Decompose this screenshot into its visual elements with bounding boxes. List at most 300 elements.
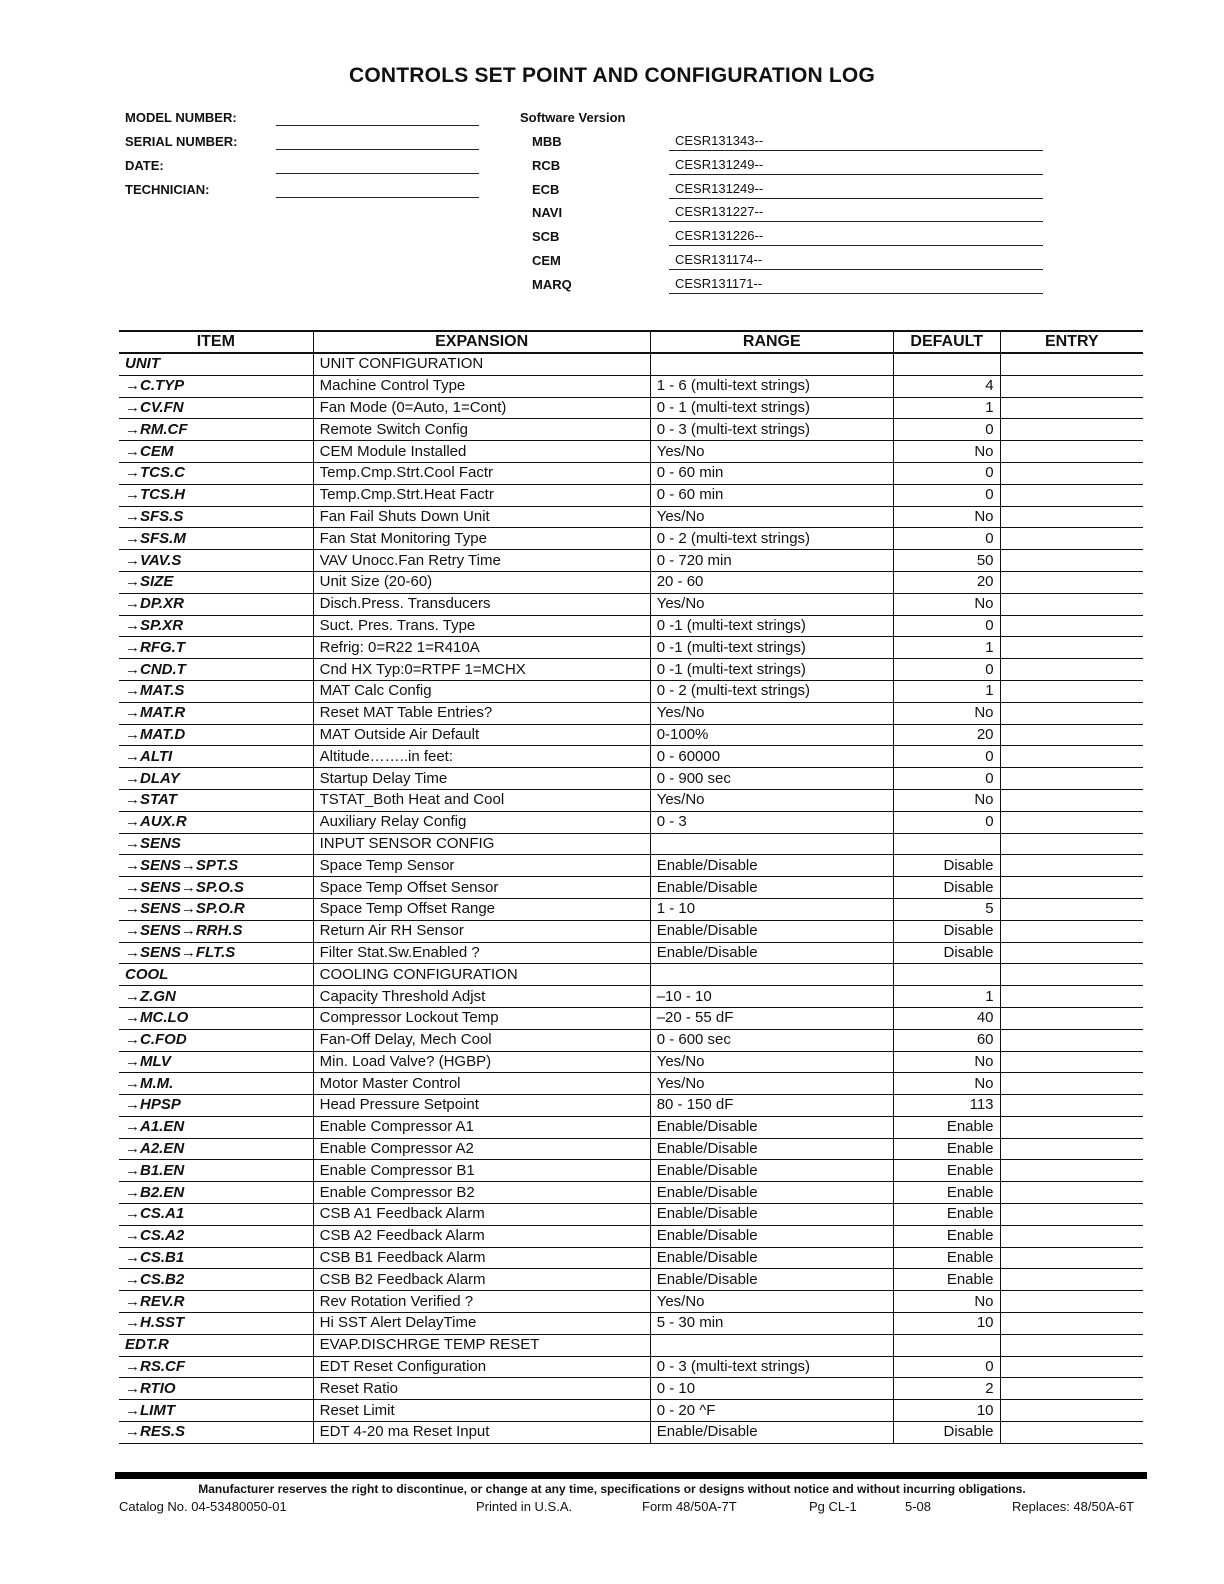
item-cell: →CEM [119,441,313,463]
item-cell: →A2.EN [119,1138,313,1160]
expansion-cell: EDT Reset Configuration [313,1356,650,1378]
default-cell: No [893,1291,1000,1313]
software-version-title: Software Version [520,110,626,125]
entry-cell[interactable] [1000,462,1143,484]
default-cell: 20 [893,724,1000,746]
range-cell: 0 - 10 [650,1378,893,1400]
expansion-cell: EDT 4-20 ma Reset Input [313,1422,650,1444]
item-cell: →SENS→SPT.S [119,855,313,877]
range-cell: Enable/Disable [650,877,893,899]
default-cell: 0 [893,746,1000,768]
entry-cell[interactable] [1000,615,1143,637]
range-cell: 0 - 3 [650,811,893,833]
entry-cell[interactable] [1000,353,1143,375]
expansion-cell: Suct. Pres. Trans. Type [313,615,650,637]
table-row [119,746,1143,768]
range-cell: Yes/No [650,506,893,528]
default-cell: No [893,1073,1000,1095]
range-cell: 80 - 150 dF [650,1095,893,1117]
table-row [119,1422,1143,1444]
entry-cell[interactable] [1000,1160,1143,1182]
entry-cell[interactable] [1000,506,1143,528]
table-row [119,419,1143,441]
range-cell: 20 - 60 [650,571,893,593]
table-row [119,1073,1143,1095]
item-cell: →HPSP [119,1095,313,1117]
item-cell: →A1.EN [119,1116,313,1138]
expansion-cell: Compressor Lockout Temp [313,1007,650,1029]
default-cell: 0 [893,659,1000,681]
technician-field[interactable] [276,197,479,198]
item-cell: →LIMT [119,1400,313,1422]
item-cell: →MAT.R [119,702,313,724]
item-cell: →MAT.D [119,724,313,746]
entry-cell[interactable] [1000,1029,1143,1051]
default-cell: Enable [893,1116,1000,1138]
expansion-cell: Enable Compressor A2 [313,1138,650,1160]
software-version-value[interactable]: CESR131171-- [669,276,1043,294]
software-label: NAVI [532,205,563,221]
item-cell: →B2.EN [119,1182,313,1204]
range-cell: 1 - 10 [650,898,893,920]
entry-cell[interactable] [1000,680,1143,702]
table-row [119,986,1143,1008]
item-cell: →SFS.M [119,528,313,550]
entry-cell[interactable] [1000,1291,1143,1313]
expansion-cell: Temp.Cmp.Strt.Heat Factr [313,484,650,506]
software-version-value[interactable]: CESR131249-- [669,181,1043,199]
default-cell: 40 [893,1007,1000,1029]
table-row [119,550,1143,572]
range-cell: 0 -1 (multi-text strings) [650,637,893,659]
software-version-value[interactable]: CESR131226-- [669,228,1043,246]
entry-cell[interactable] [1000,746,1143,768]
default-cell: 10 [893,1400,1000,1422]
default-cell: No [893,593,1000,615]
range-cell: Enable/Disable [650,1269,893,1291]
entry-cell[interactable] [1000,702,1143,724]
range-cell: 0 - 720 min [650,550,893,572]
default-cell: Enable [893,1182,1000,1204]
default-cell: Disable [893,1422,1000,1444]
table-row [119,1029,1143,1051]
entry-cell[interactable] [1000,550,1143,572]
software-version-value[interactable]: CESR131174-- [669,252,1043,270]
range-cell: 0 - 900 sec [650,768,893,790]
default-cell: 2 [893,1378,1000,1400]
table-row [119,1182,1143,1204]
default-cell: 0 [893,419,1000,441]
entry-cell[interactable] [1000,1247,1143,1269]
range-cell: 1 - 6 (multi-text strings) [650,375,893,397]
item-cell: →SENS→FLT.S [119,942,313,964]
table-row [119,702,1143,724]
entry-cell[interactable] [1000,942,1143,964]
item-cell: →REV.R [119,1291,313,1313]
item-cell: →B1.EN [119,1160,313,1182]
item-cell: →MAT.S [119,680,313,702]
table-row [119,1313,1143,1335]
entry-cell[interactable] [1000,789,1143,811]
range-cell [650,1334,893,1356]
item-cell: →Z.GN [119,986,313,1008]
item-cell: →DP.XR [119,593,313,615]
range-cell [650,353,893,375]
default-cell: 0 [893,462,1000,484]
software-label: MARQ [532,276,572,292]
entry-cell[interactable] [1000,1356,1143,1378]
default-cell: 1 [893,397,1000,419]
entry-cell[interactable] [1000,1182,1143,1204]
date-field[interactable] [276,173,479,174]
default-cell: No [893,702,1000,724]
software-label: RCB [532,157,561,173]
table-row [119,789,1143,811]
range-cell: –10 - 10 [650,986,893,1008]
table-row [119,1247,1143,1269]
entry-cell[interactable] [1000,877,1143,899]
default-cell: 0 [893,528,1000,550]
expansion-cell: TSTAT_Both Heat and Cool [313,789,650,811]
range-cell: –20 - 55 dF [650,1007,893,1029]
table-row [119,353,1143,375]
item-cell: →C.TYP [119,375,313,397]
expansion-cell: CSB A2 Feedback Alarm [313,1225,650,1247]
header-item: ITEM [119,331,313,353]
expansion-cell: UNIT CONFIGURATION [313,353,650,375]
entry-cell[interactable] [1000,1116,1143,1138]
default-cell [893,353,1000,375]
table-row [119,1204,1143,1226]
expansion-cell: VAV Unocc.Fan Retry Time [313,550,650,572]
default-cell: Enable [893,1160,1000,1182]
header-entry: ENTRY [1000,331,1143,353]
default-cell: Disable [893,920,1000,942]
expansion-cell: Filter Stat.Sw.Enabled ? [313,942,650,964]
technician-label: TECHNICIAN: [125,182,210,197]
table-row [119,1378,1143,1400]
range-cell: Yes/No [650,1073,893,1095]
default-cell: Enable [893,1247,1000,1269]
entry-cell[interactable] [1000,528,1143,550]
footer-rule [115,1472,1147,1479]
expansion-cell: Machine Control Type [313,375,650,397]
item-cell: →SENS→RRH.S [119,920,313,942]
item-cell: →DLAY [119,768,313,790]
table-row [119,441,1143,463]
item-cell: →SENS→SP.O.S [119,877,313,899]
form-number: Form 48/50A-7T [642,1499,737,1514]
expansion-cell: MAT Outside Air Default [313,724,650,746]
entry-cell[interactable] [1000,397,1143,419]
range-cell: 0 - 2 (multi-text strings) [650,528,893,550]
expansion-cell: Unit Size (20-60) [313,571,650,593]
entry-cell[interactable] [1000,375,1143,397]
table-row [119,375,1143,397]
default-cell: Disable [893,942,1000,964]
table-row [119,877,1143,899]
item-cell: →RM.CF [119,419,313,441]
table-row [119,768,1143,790]
table-row [119,811,1143,833]
table-row [119,1225,1143,1247]
catalog-number: Catalog No. 04-53480050-01 [119,1499,287,1514]
entry-cell[interactable] [1000,1334,1143,1356]
expansion-cell: Enable Compressor A1 [313,1116,650,1138]
default-cell: Enable [893,1204,1000,1226]
entry-cell[interactable] [1000,419,1143,441]
default-cell: Disable [893,877,1000,899]
replaces: Replaces: 48/50A-6T [1012,1499,1135,1514]
range-cell: Enable/Disable [650,1160,893,1182]
expansion-cell: Head Pressure Setpoint [313,1095,650,1117]
table-row [119,833,1143,855]
default-cell: 0 [893,484,1000,506]
entry-cell[interactable] [1000,1225,1143,1247]
entry-cell[interactable] [1000,1313,1143,1335]
range-cell: Enable/Disable [650,1247,893,1269]
entry-cell[interactable] [1000,441,1143,463]
expansion-cell: Reset Limit [313,1400,650,1422]
software-label: CEM [532,253,561,268]
header-default: DEFAULT [893,331,1000,353]
entry-cell[interactable] [1000,811,1143,833]
table-row [119,1269,1143,1291]
software-version-value[interactable]: CESR131227-- [669,204,1043,222]
table-row [119,1095,1143,1117]
item-cell: →M.M. [119,1073,313,1095]
revision-date: 5-08 [905,1499,932,1514]
table-row [119,1400,1143,1422]
table-row [119,1356,1143,1378]
range-cell: 0 - 60000 [650,746,893,768]
range-cell: 0 - 1 (multi-text strings) [650,397,893,419]
expansion-cell: Space Temp Offset Range [313,898,650,920]
item-cell: →CV.FN [119,397,313,419]
range-cell: Enable/Disable [650,1116,893,1138]
default-cell: 60 [893,1029,1000,1051]
entry-cell[interactable] [1000,1422,1143,1444]
range-cell: 0 - 2 (multi-text strings) [650,680,893,702]
expansion-cell: Capacity Threshold Adjst [313,986,650,1008]
item-cell: →CND.T [119,659,313,681]
expansion-cell: Cnd HX Typ:0=RTPF 1=MCHX [313,659,650,681]
printed-in: Printed in U.S.A. [476,1499,573,1514]
table-row [119,528,1143,550]
range-cell: 0 -1 (multi-text strings) [650,659,893,681]
default-cell: Disable [893,855,1000,877]
expansion-cell: Disch.Press. Transducers [313,593,650,615]
entry-cell[interactable] [1000,1095,1143,1117]
range-cell: 0 - 20 ^F [650,1400,893,1422]
expansion-cell: Startup Delay Time [313,768,650,790]
entry-cell[interactable] [1000,833,1143,855]
software-label: MBB [532,134,562,149]
expansion-cell: Auxiliary Relay Config [313,811,650,833]
expansion-cell: Altitude……..in feet: [313,746,650,768]
expansion-cell: CSB B1 Feedback Alarm [313,1247,650,1269]
default-cell: 1 [893,986,1000,1008]
entry-cell[interactable] [1000,920,1143,942]
table-row [119,506,1143,528]
entry-cell[interactable] [1000,855,1143,877]
item-cell: →H.SST [119,1313,313,1335]
range-cell: Yes/No [650,1291,893,1313]
range-cell: Enable/Disable [650,1182,893,1204]
expansion-cell: Fan Fail Shuts Down Unit [313,506,650,528]
table-header-row [119,331,1143,353]
range-cell: Yes/No [650,702,893,724]
default-cell: 5 [893,898,1000,920]
range-cell: Enable/Disable [650,920,893,942]
item-cell: →ALTI [119,746,313,768]
item-cell: →SP.XR [119,615,313,637]
table-row [119,484,1143,506]
table-row [119,898,1143,920]
item-cell: →SIZE [119,571,313,593]
range-cell: Yes/No [650,789,893,811]
range-cell: Enable/Disable [650,1138,893,1160]
entry-cell[interactable] [1000,1400,1143,1422]
model-number-label: MODEL NUMBER: [125,110,237,125]
entry-cell[interactable] [1000,724,1143,746]
entry-cell[interactable] [1000,637,1143,659]
table-row [119,1160,1143,1182]
expansion-cell: CSB B2 Feedback Alarm [313,1269,650,1291]
default-cell: 1 [893,637,1000,659]
range-cell: Enable/Disable [650,1422,893,1444]
entry-cell[interactable] [1000,768,1143,790]
default-cell: 0 [893,615,1000,637]
expansion-cell: Motor Master Control [313,1073,650,1095]
item-cell: →TCS.H [119,484,313,506]
expansion-cell: EVAP.DISCHRGE TEMP RESET [313,1334,650,1356]
item-cell: →C.FOD [119,1029,313,1051]
default-cell: No [893,789,1000,811]
item-cell: →RFG.T [119,637,313,659]
entry-cell[interactable] [1000,898,1143,920]
expansion-cell: Fan-Off Delay, Mech Cool [313,1029,650,1051]
item-cell: →VAV.S [119,550,313,572]
default-cell: Enable [893,1138,1000,1160]
model-number-field[interactable] [276,125,479,126]
item-cell: COOL [119,964,313,986]
item-cell: →RS.CF [119,1356,313,1378]
entry-cell[interactable] [1000,1378,1143,1400]
entry-cell[interactable] [1000,593,1143,615]
item-cell: →AUX.R [119,811,313,833]
table-row [119,1138,1143,1160]
table-row [119,920,1143,942]
default-cell: Enable [893,1269,1000,1291]
table-row [119,1116,1143,1138]
entry-cell[interactable] [1000,1073,1143,1095]
default-cell: 1 [893,680,1000,702]
item-cell: →SENS [119,833,313,855]
table-row [119,855,1143,877]
range-cell: Enable/Disable [650,1225,893,1247]
item-cell: →TCS.C [119,462,313,484]
default-cell: No [893,506,1000,528]
entry-cell[interactable] [1000,964,1143,986]
item-cell: →RES.S [119,1422,313,1444]
range-cell: 0 -1 (multi-text strings) [650,615,893,637]
range-cell: 0 - 60 min [650,484,893,506]
header-expansion: EXPANSION [313,331,650,353]
expansion-cell: Enable Compressor B2 [313,1182,650,1204]
software-version-value[interactable]: CESR131249-- [669,157,1043,175]
software-label: SCB [532,229,560,245]
expansion-cell: Temp.Cmp.Strt.Cool Factr [313,462,650,484]
range-cell: 5 - 30 min [650,1313,893,1335]
range-cell: Yes/No [650,441,893,463]
date-label: DATE: [125,158,164,173]
default-cell: 10 [893,1313,1000,1335]
table-row [119,964,1143,986]
expansion-cell: INPUT SENSOR CONFIG [313,833,650,855]
range-cell: Enable/Disable [650,855,893,877]
entry-cell[interactable] [1000,484,1143,506]
item-cell: →CS.B1 [119,1247,313,1269]
software-label: ECB [532,181,560,197]
default-cell: 20 [893,571,1000,593]
item-cell: →MLV [119,1051,313,1073]
item-cell: →STAT [119,789,313,811]
entry-cell[interactable] [1000,1007,1143,1029]
header-range: RANGE [650,331,893,353]
table-row [119,724,1143,746]
table-row [119,637,1143,659]
expansion-cell: CEM Module Installed [313,441,650,463]
range-cell: 0 - 3 (multi-text strings) [650,419,893,441]
page-title: CONTROLS SET POINT AND CONFIGURATION LOG [349,64,875,87]
entry-cell[interactable] [1000,1204,1143,1226]
default-cell: Enable [893,1225,1000,1247]
range-cell: 0-100% [650,724,893,746]
table-row [119,593,1143,615]
page-number: Pg CL-1 [809,1499,857,1514]
entry-cell[interactable] [1000,1051,1143,1073]
software-version-value[interactable]: CESR131343-- [669,133,1043,151]
default-cell: 0 [893,1356,1000,1378]
expansion-cell: COOLING CONFIGURATION [313,964,650,986]
table-row [119,615,1143,637]
default-cell: 4 [893,375,1000,397]
serial-number-label: SERIAL NUMBER: [125,134,238,149]
expansion-cell: Hi SST Alert DelayTime [313,1313,650,1335]
table-row [119,942,1143,964]
range-cell: 0 - 3 (multi-text strings) [650,1356,893,1378]
serial-number-field[interactable] [276,149,479,150]
default-cell: 50 [893,550,1000,572]
item-cell: →CS.A2 [119,1225,313,1247]
range-cell: Yes/No [650,593,893,615]
expansion-cell: Min. Load Valve? (HGBP) [313,1051,650,1073]
entry-cell[interactable] [1000,659,1143,681]
default-cell: No [893,441,1000,463]
entry-cell[interactable] [1000,1138,1143,1160]
range-cell [650,964,893,986]
expansion-cell: Return Air RH Sensor [313,920,650,942]
entry-cell[interactable] [1000,571,1143,593]
expansion-cell: Enable Compressor B1 [313,1160,650,1182]
footer-disclaimer: Manufacturer reserves the right to discontinue, or change at any time, specifications or designs without notice and without incurring obligations. [198,1482,1026,1496]
table-row [119,397,1143,419]
default-cell: 0 [893,768,1000,790]
entry-cell[interactable] [1000,986,1143,1008]
range-cell: Yes/No [650,1051,893,1073]
entry-cell[interactable] [1000,1269,1143,1291]
